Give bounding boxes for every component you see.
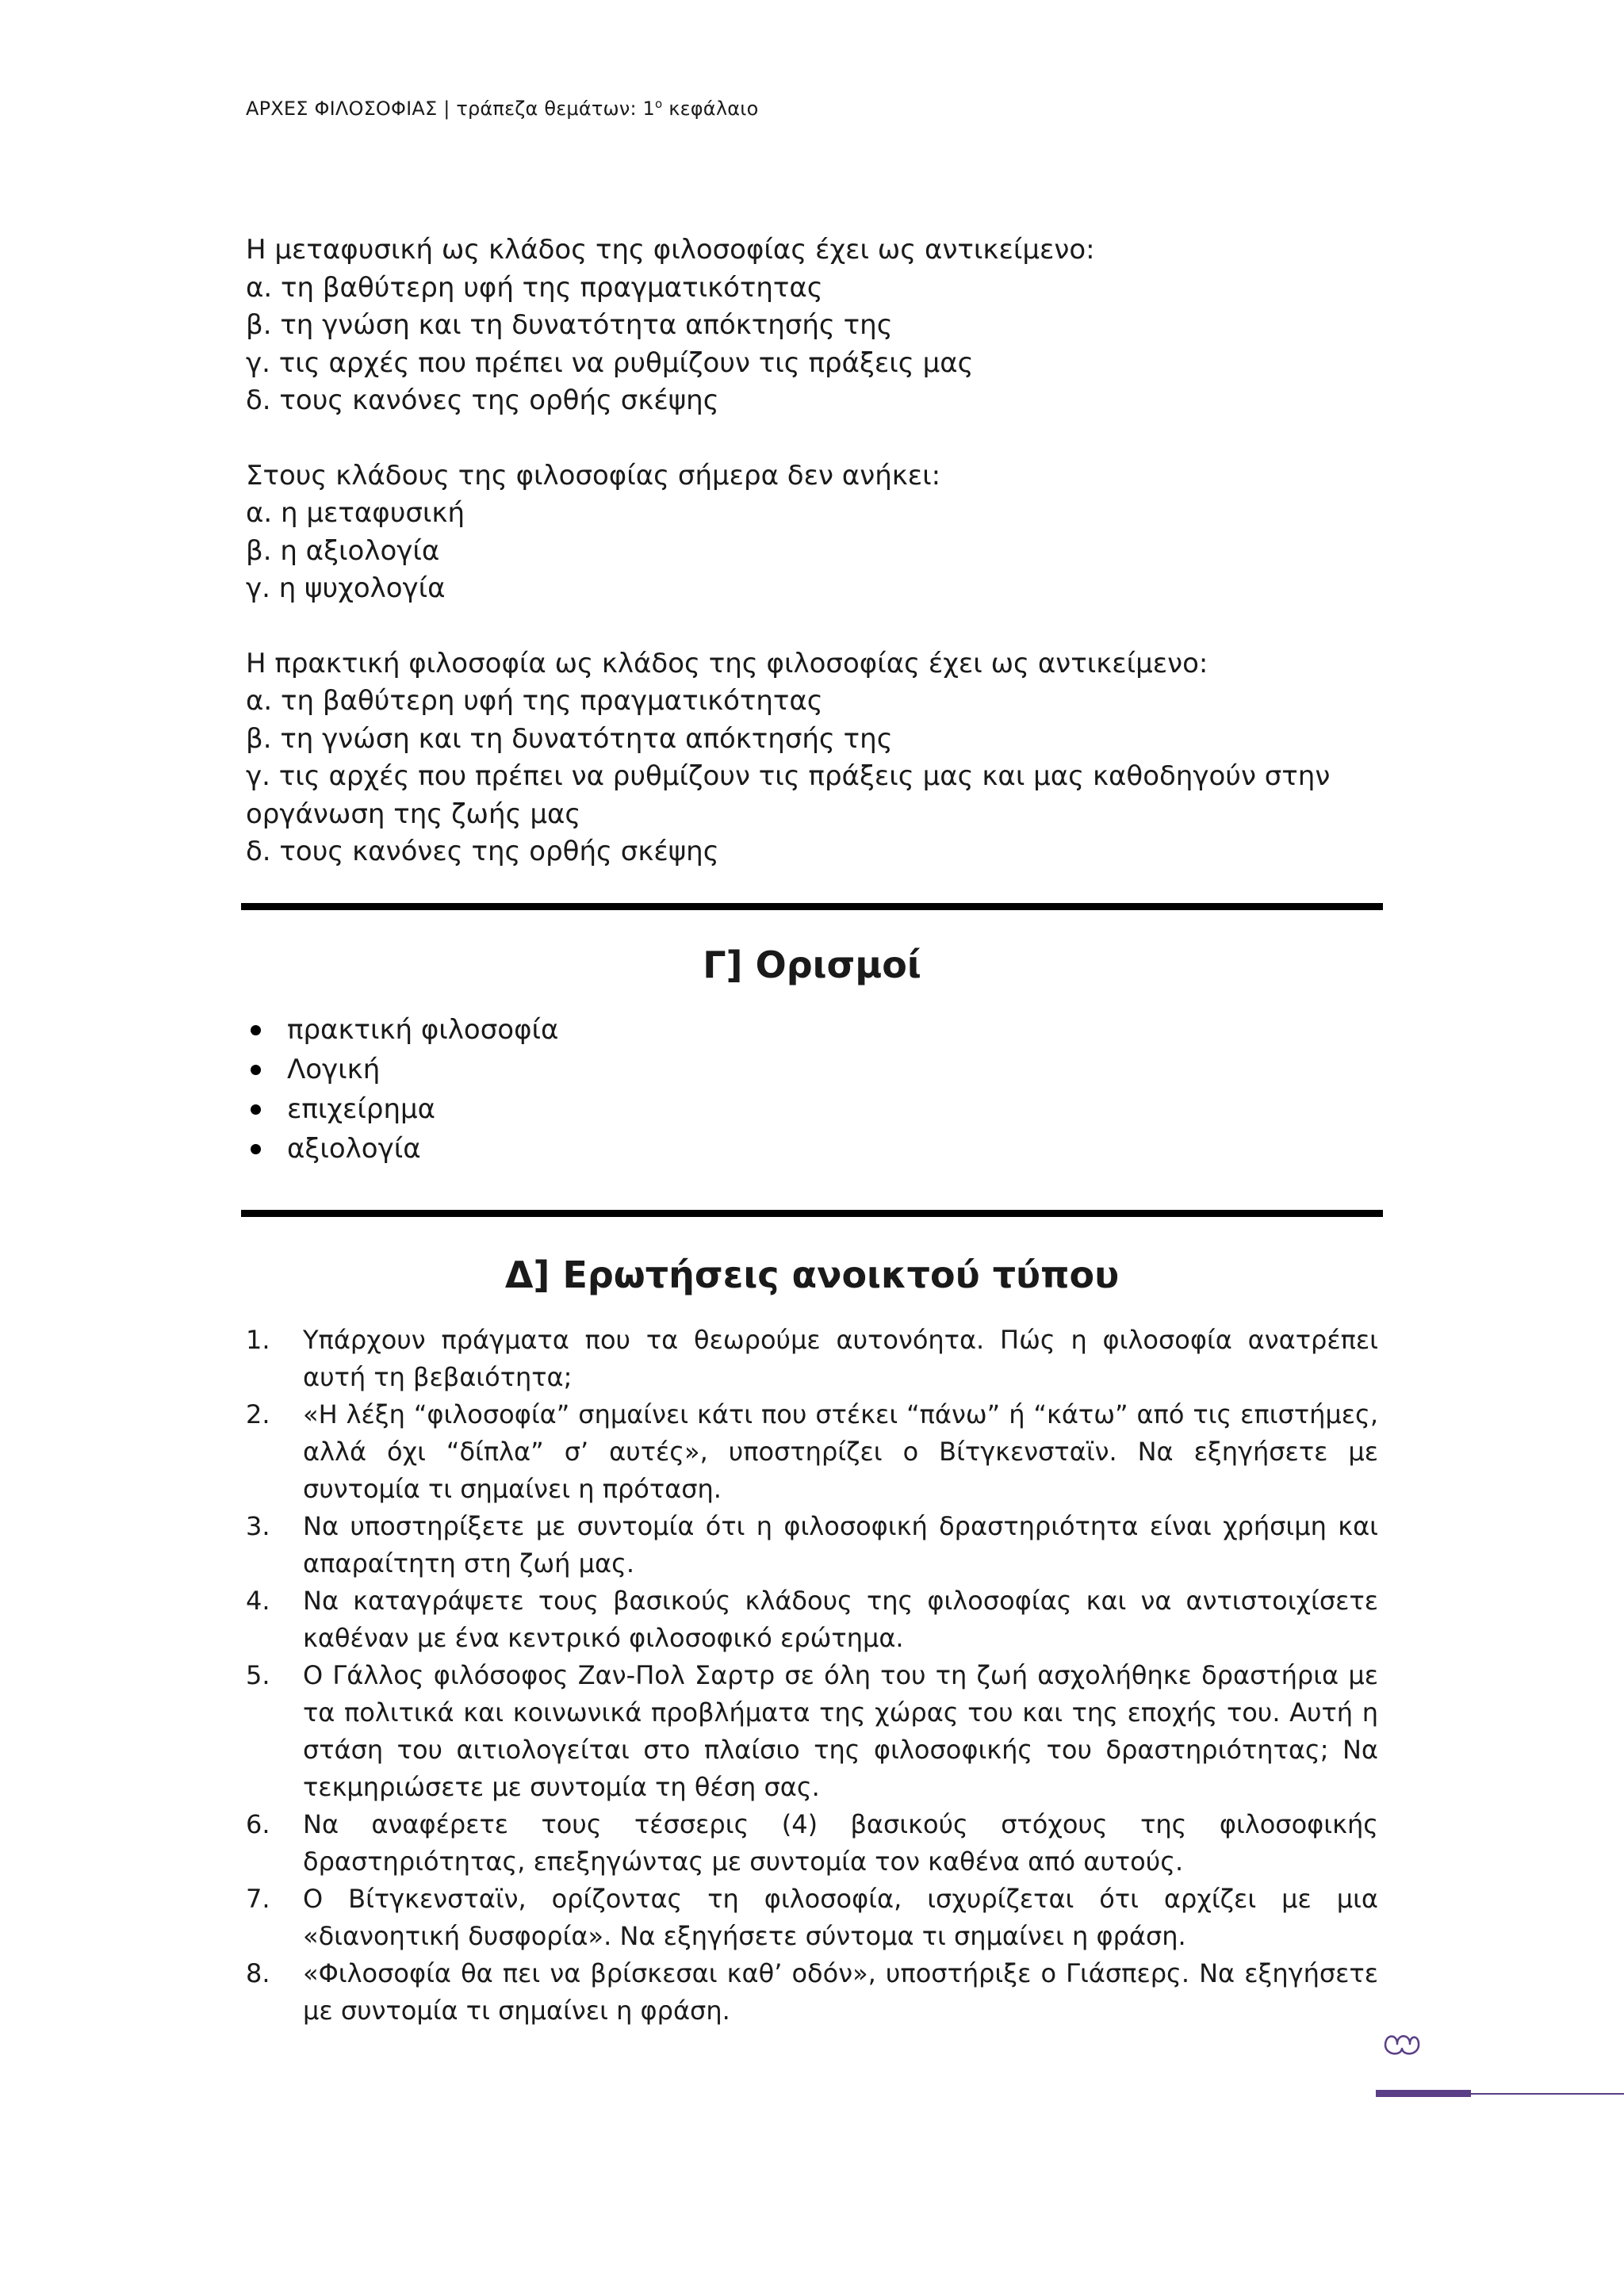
- question-number: 1.: [246, 1324, 270, 1355]
- multiple-choice-question-3: [246, 645, 1378, 871]
- page-content: [246, 232, 1378, 2030]
- question-text: Να καταγράψετε τους βασικούς κλάδους της φιλοσοφίας και να αντιστοιχίσετε καθέναν με ένα κεντρικό φιλοσοφικό ερώτημα.: [303, 1585, 1378, 1653]
- open-question-item: [246, 1396, 1378, 1508]
- answer-option: γ. τις αρχές που πρέπει να ρυθμίζουν τις πράξεις μας και μας καθοδηγούν στην οργάνωση της ζωής μας: [246, 760, 1331, 830]
- definition-item: επιχείρημα: [246, 1089, 1378, 1129]
- question-number: 6.: [246, 1808, 270, 1839]
- question-text: Ο Βίτγκενσταϊν, ορίζοντας τη φιλοσοφία, ισχυρίζεται ότι αρχίζει με μια «διανοητική δυσφορία». Να εξηγήσετε σύντομα τι σημαίνει η φράση.: [303, 1883, 1378, 1951]
- question-stem: Η πρακτική φιλοσοφία ως κλάδος της φιλοσοφίας έχει ως αντικείμενο:: [246, 647, 1208, 679]
- open-question-item: [246, 1508, 1378, 1582]
- answer-option: α. η μεταφυσική: [246, 497, 465, 529]
- footer-accent-bar: [1376, 2090, 1471, 2097]
- question-text: Να υποστηρίξετε με συντομία ότι η φιλοσοφική δραστηριότητα είναι χρήσιμη και απαραίτητη στη ζωή μας.: [303, 1510, 1378, 1578]
- definition-item: αξιολογία: [246, 1129, 1378, 1169]
- answer-option: γ. η ψυχολογία: [246, 572, 446, 604]
- answer-option: δ. τους κανόνες της ορθής σκέψης: [246, 385, 719, 416]
- footer-accent-line: [1471, 2093, 1624, 2095]
- answer-option: α. τη βαθύτερη υφή της πραγματικότητας: [246, 685, 823, 717]
- open-question-item: [246, 1806, 1378, 1881]
- multiple-choice-question-1: [246, 232, 1378, 420]
- answer-option: β. η αξιολογία: [246, 534, 440, 567]
- question-text: «Η λέξη “φιλοσοφία” σημαίνει κάτι που στέκει “πάνω” ή “κάτω” από τις επιστήμες, αλλά όχι “δίπλα” σ’ αυτές», υποστηρίζει ο Βίτγκενσταϊν. Να εξηγήσετε με συντομία τι σημαίνει η πρόταση.: [303, 1399, 1378, 1504]
- answer-option: β. τη γνώση και τη δυνατότητα απόκτησής της: [246, 722, 893, 755]
- open-question-item: [246, 1582, 1378, 1657]
- question-stem: Η μεταφυσική ως κλάδος της φιλοσοφίας έχει ως αντικείμενο:: [246, 234, 1095, 266]
- running-header-superscript: ο: [655, 97, 663, 111]
- answer-option: γ. τις αρχές που πρέπει να ρυθμίζουν τις πράξεις μας: [246, 346, 974, 379]
- open-questions-title: Δ] Ερωτήσεις ανοικτού τύπου: [504, 1253, 1120, 1296]
- question-stem: Στους κλάδους της φιλοσοφίας σήμερα δεν ανήκει:: [246, 459, 941, 492]
- open-question-item: [246, 1881, 1378, 1955]
- question-number: 7.: [246, 1883, 270, 1914]
- question-text: Υπάρχουν πράγματα που τα θεωρούμε αυτονόητα. Πώς η φιλοσοφία ανατρέπει αυτή τη βεβαιότητα;: [303, 1324, 1378, 1392]
- answer-option: α. τη βαθύτερη υφή της πραγματικότητας: [246, 271, 823, 304]
- open-question-item: [246, 1657, 1378, 1806]
- question-number: 5.: [246, 1659, 270, 1690]
- multiple-choice-question-2: [246, 457, 1378, 608]
- open-questions-list: [246, 1322, 1378, 2030]
- open-question-item: [246, 1322, 1378, 1396]
- running-header: [246, 97, 758, 120]
- page-number-ornament-icon: [1381, 2028, 1423, 2060]
- definition-item: πρακτική φιλοσοφία: [246, 1010, 1378, 1050]
- definitions-title: Γ] Ορισμοί: [703, 943, 921, 986]
- answer-option: β. τη γνώση και τη δυνατότητα απόκτησής της: [246, 309, 893, 341]
- answer-option: δ. τους κανόνες της ορθής σκέψης: [246, 836, 719, 867]
- running-header-text: ΑΡΧΕΣ ΦΙΛΟΣΟΦΙΑΣ | τράπεζα θεμάτων: 1: [246, 98, 656, 120]
- question-number: 8.: [246, 1957, 270, 1988]
- running-header-text-end: κεφάλαιο: [662, 98, 759, 120]
- question-number: 4.: [246, 1585, 270, 1616]
- question-number: 2.: [246, 1399, 270, 1429]
- question-text: Να αναφέρετε τους τέσσερις (4) βασικούς στόχους της φιλοσοφικής δραστηριότητας, επεξηγώντας με συντομία τον καθένα από αυτούς.: [303, 1808, 1378, 1877]
- question-text: Ο Γάλλος φιλόσοφος Ζαν-Πολ Σαρτρ σε όλη του τη ζωή ασχολήθηκε δραστήρια με τα πολιτικά και κοινωνικά προβλήματα της χώρας του και της εποχής του. Αυτή η στάση του αιτιολογείται στο πλαίσιο της φιλοσοφικής του δραστηριότητας; Να τεκμηριώσετε με συντομία τη θέση σας.: [303, 1659, 1378, 1802]
- section-divider: [241, 903, 1383, 910]
- question-text: «Φιλοσοφία θα πει να βρίσκεσαι καθ’ οδόν», υποστήριξε ο Γιάσπερς. Να εξηγήσετε με συντομία τι σημαίνει η φράση.: [303, 1957, 1378, 2026]
- question-number: 3.: [246, 1510, 270, 1541]
- open-question-item: [246, 1955, 1378, 2030]
- definitions-list: [246, 1010, 1378, 1169]
- section-divider: [241, 1210, 1383, 1217]
- definition-item: Λογική: [246, 1050, 1378, 1089]
